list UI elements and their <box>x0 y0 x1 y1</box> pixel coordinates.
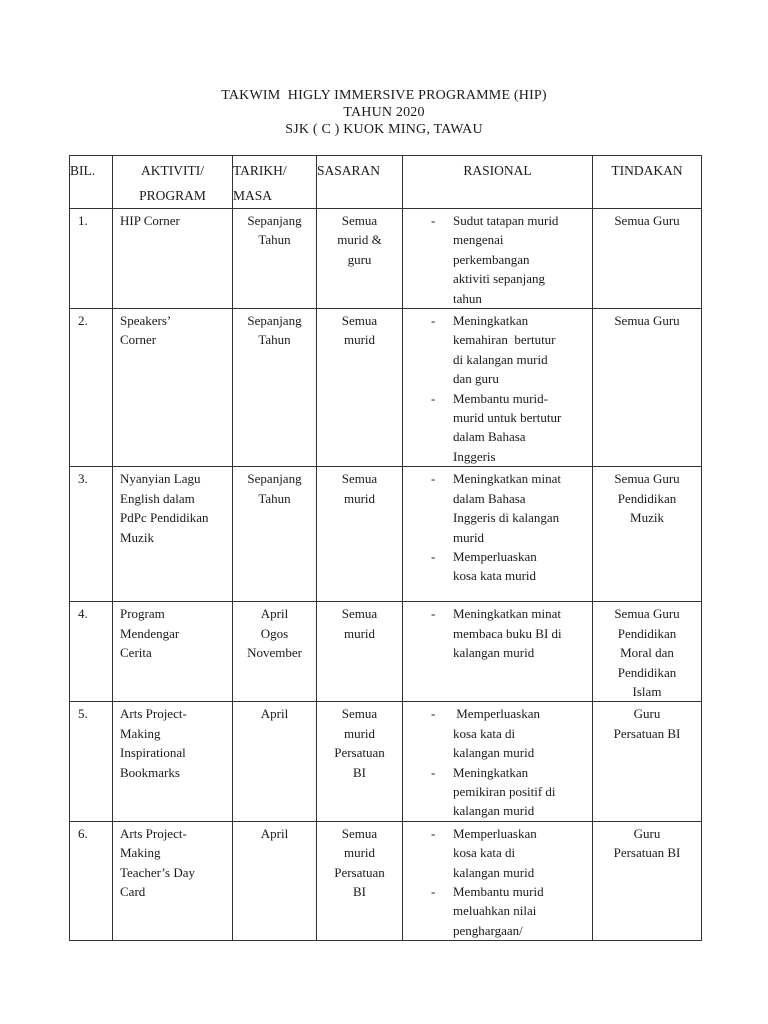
cell-bil: 5. <box>70 702 113 821</box>
cell-tarikh-line: Tahun <box>258 332 291 348</box>
cell-tindakan-line: Moral dan <box>620 645 674 661</box>
rasional-line: perkembangan <box>453 251 530 267</box>
rasional-item <box>411 763 588 821</box>
rasional-line: Membantu murid <box>453 883 544 899</box>
cell-aktiviti-line: Speakers’ <box>120 313 172 329</box>
cell-aktiviti-line: Inspirational <box>120 745 186 761</box>
table-row <box>70 602 702 702</box>
dash-bullet: - <box>431 313 436 329</box>
cell-sasaran-line: guru <box>347 251 372 267</box>
rasional-line: dalam Bahasa <box>453 429 526 445</box>
rasional-line: Memperluaskan <box>453 825 537 841</box>
cell-sasaran <box>317 702 403 821</box>
rasional-item <box>411 604 588 662</box>
cell-sasaran-line: BI <box>353 883 366 899</box>
rasional-list <box>411 704 588 820</box>
rasional-list <box>411 311 588 466</box>
cell-tindakan <box>593 702 702 821</box>
dash-bullet: - <box>431 883 436 899</box>
rasional-item <box>411 547 588 586</box>
cell-sasaran <box>317 467 403 602</box>
cell-aktiviti-line: Bookmarks <box>120 764 180 780</box>
cell-sasaran-line: murid <box>343 625 376 641</box>
cell-sasaran <box>317 209 403 309</box>
dash-bullet: - <box>431 764 436 780</box>
cell-sasaran-line: Semua <box>341 606 378 622</box>
cell-rasional <box>403 467 593 602</box>
cell-tindakan-line: Semua Guru <box>614 213 680 228</box>
rasional-line: Meningkatkan <box>453 764 529 780</box>
takwim-table <box>69 155 702 941</box>
cell-tindakan <box>593 821 702 940</box>
rasional-line: pemikiran positif di <box>453 783 556 799</box>
cell-aktiviti <box>113 309 233 467</box>
rasional-line: murid untuk bertutur <box>453 410 562 426</box>
cell-tindakan-line: Muzik <box>630 510 664 526</box>
cell-rasional <box>403 821 593 940</box>
cell-tindakan-line: Guru <box>633 706 661 722</box>
cell-sasaran <box>317 309 403 467</box>
cell-rasional <box>403 702 593 821</box>
header-tindakan: TINDAKAN <box>593 156 702 209</box>
cell-sasaran-line: Semua <box>341 706 378 722</box>
cell-rasional <box>403 209 593 309</box>
cell-aktiviti-line: Cerita <box>120 645 152 661</box>
cell-sasaran-line: Semua <box>341 313 378 329</box>
table-row <box>70 821 702 940</box>
cell-aktiviti-line: PdPc Pendidikan <box>120 510 209 526</box>
rasional-line: meluahkan nilai <box>453 903 537 919</box>
dash-bullet: - <box>431 548 436 564</box>
rasional-item <box>411 882 588 940</box>
cell-aktiviti-line: Card <box>120 883 146 899</box>
cell-tarikh <box>233 467 317 602</box>
header-sasaran: SASARAN <box>317 156 403 209</box>
cell-tarikh-line: Tahun <box>258 490 291 506</box>
cell-sasaran-line: murid <box>343 725 376 741</box>
cell-tindakan-line: Pendidikan <box>617 664 677 680</box>
cell-tindakan-line: Semua Guru <box>614 606 680 622</box>
rasional-list <box>411 604 588 662</box>
cell-tarikh-line: Sepanjang <box>247 313 302 329</box>
rasional-line: kalangan murid <box>453 745 535 761</box>
cell-tarikh <box>233 602 317 702</box>
table-row <box>70 467 702 602</box>
rasional-line: membaca buku BI di <box>453 625 562 641</box>
cell-rasional <box>403 602 593 702</box>
cell-tarikh-line: Ogos <box>260 625 289 641</box>
cell-rasional <box>403 309 593 467</box>
rasional-item <box>411 311 588 389</box>
cell-aktiviti-line: Making <box>120 725 161 741</box>
cell-tindakan-line: Guru <box>633 825 661 841</box>
rasional-item <box>411 824 588 882</box>
rasional-line: Meningkatkan minat <box>453 471 561 487</box>
rasional-line: di kalangan murid <box>453 351 548 367</box>
cell-bil: 3. <box>70 467 113 602</box>
cell-sasaran-line: Semua <box>341 471 378 487</box>
table-row <box>70 209 702 309</box>
cell-aktiviti-line: Mendengar <box>120 625 180 641</box>
dash-bullet: - <box>431 706 436 722</box>
rasional-line: kalangan murid <box>453 645 535 661</box>
header-row <box>70 156 702 209</box>
title-line-3: SJK ( C ) KUOK MING, TAWAU <box>285 122 483 137</box>
cell-tindakan <box>593 309 702 467</box>
cell-bil: 6. <box>70 821 113 940</box>
header-rasional: RASIONAL <box>403 156 593 209</box>
rasional-line: dan guru <box>453 371 499 387</box>
cell-sasaran-line: Persatuan <box>334 745 385 761</box>
rasional-line: Memperluaskan <box>453 548 537 564</box>
dash-bullet: - <box>431 213 436 228</box>
cell-sasaran-line: murid <box>343 845 376 861</box>
rasional-line: murid <box>453 529 485 545</box>
dash-bullet: - <box>431 390 436 406</box>
cell-sasaran-line: Persatuan <box>334 864 385 880</box>
rasional-line: kosa kata di <box>453 845 516 861</box>
rasional-list <box>411 211 588 308</box>
rasional-line: Sudut tatapan murid <box>453 213 559 228</box>
cell-aktiviti <box>113 467 233 602</box>
rasional-line: kalangan murid <box>453 864 535 880</box>
cell-tarikh <box>233 209 317 309</box>
cell-aktiviti-line: Making <box>120 845 161 861</box>
cell-tindakan-line: Semua Guru <box>614 471 680 487</box>
cell-tarikh-line: Sepanjang <box>247 471 302 487</box>
rasional-list <box>411 469 588 585</box>
rasional-line: kemahiran bertutur <box>453 332 556 348</box>
cell-aktiviti-line: Nyanyian Lagu <box>120 471 201 487</box>
rasional-line: Inggeris di kalangan <box>453 510 560 526</box>
cell-sasaran-line: murid <box>343 490 376 506</box>
rasional-item <box>411 389 588 467</box>
cell-tarikh-line: April <box>260 706 289 722</box>
rasional-line: kosa kata murid <box>453 568 537 584</box>
rasional-line: dalam Bahasa <box>453 490 526 506</box>
cell-aktiviti <box>113 209 233 309</box>
rasional-item <box>411 211 588 308</box>
rasional-line: Meningkatkan minat <box>453 606 561 622</box>
title-line-2: TAHUN 2020 <box>343 105 425 120</box>
header-bil: BIL. <box>70 156 113 209</box>
cell-bil: 2. <box>70 309 113 467</box>
rasional-line: Inggeris <box>453 448 496 464</box>
cell-aktiviti-line: Arts Project- <box>120 706 187 722</box>
cell-aktiviti-line: Muzik <box>120 529 154 545</box>
rasional-list <box>411 824 588 940</box>
dash-bullet: - <box>431 825 436 841</box>
cell-tarikh <box>233 821 317 940</box>
cell-bil: 4. <box>70 602 113 702</box>
rasional-line: Memperluaskan <box>453 706 541 722</box>
cell-tindakan-line: Semua Guru <box>614 313 680 329</box>
rasional-line: Meningkatkan <box>453 313 529 329</box>
rasional-line: Membantu murid- <box>453 390 548 406</box>
cell-tindakan-line: Islam <box>632 683 662 699</box>
cell-sasaran <box>317 602 403 702</box>
cell-sasaran-line: BI <box>353 764 366 780</box>
cell-tarikh <box>233 309 317 467</box>
rasional-line: kalangan murid <box>453 803 535 819</box>
cell-aktiviti-line: Program <box>120 606 165 622</box>
header-aktiviti: AKTIVITI/ PROGRAM <box>113 156 233 209</box>
table-row <box>70 702 702 821</box>
cell-aktiviti <box>113 821 233 940</box>
cell-tindakan <box>593 602 702 702</box>
rasional-line: mengenai <box>453 232 504 248</box>
dash-bullet: - <box>431 606 436 622</box>
cell-sasaran-line: Semua <box>341 825 378 841</box>
cell-aktiviti-line: Arts Project- <box>120 825 187 841</box>
rasional-item <box>411 469 588 547</box>
document-title <box>0 87 768 138</box>
cell-tindakan-line: Persatuan BI <box>613 725 681 741</box>
rasional-line: kosa kata di <box>453 725 516 741</box>
cell-aktiviti <box>113 702 233 821</box>
cell-aktiviti-line: HIP Corner <box>120 213 180 228</box>
cell-sasaran-line: murid <box>343 332 376 348</box>
cell-aktiviti <box>113 602 233 702</box>
cell-tindakan-line: Pendidikan <box>617 625 677 641</box>
rasional-line: aktiviti sepanjang <box>453 271 546 287</box>
cell-aktiviti-line: Teacher’s Day <box>120 864 196 880</box>
cell-sasaran-line: murid & <box>337 232 382 248</box>
cell-tarikh <box>233 702 317 821</box>
cell-tarikh-line: November <box>247 645 302 661</box>
cell-tindakan <box>593 209 702 309</box>
dash-bullet: - <box>431 471 436 487</box>
rasional-line: tahun <box>453 290 482 306</box>
cell-tindakan-line: Persatuan BI <box>613 845 681 861</box>
cell-sasaran <box>317 821 403 940</box>
table-row <box>70 309 702 467</box>
header-tarikh: TARIKH/ MASA <box>233 156 317 209</box>
rasional-line: penghargaan/ <box>453 922 523 938</box>
cell-bil: 1. <box>70 209 113 309</box>
rasional-item <box>411 704 588 762</box>
title-line-1: TAKWIM HIGLY IMMERSIVE PROGRAMME (HIP) <box>221 88 547 103</box>
cell-tarikh-line: April <box>260 825 289 841</box>
cell-aktiviti-line: Corner <box>120 332 157 348</box>
cell-tindakan-line: Pendidikan <box>617 490 677 506</box>
cell-tarikh-line: Tahun <box>258 232 291 248</box>
cell-sasaran-line: Semua <box>341 213 378 228</box>
cell-aktiviti-line: English dalam <box>120 490 195 506</box>
cell-tindakan <box>593 467 702 602</box>
cell-tarikh-line: Sepanjang <box>247 213 302 228</box>
cell-tarikh-line: April <box>260 606 289 622</box>
